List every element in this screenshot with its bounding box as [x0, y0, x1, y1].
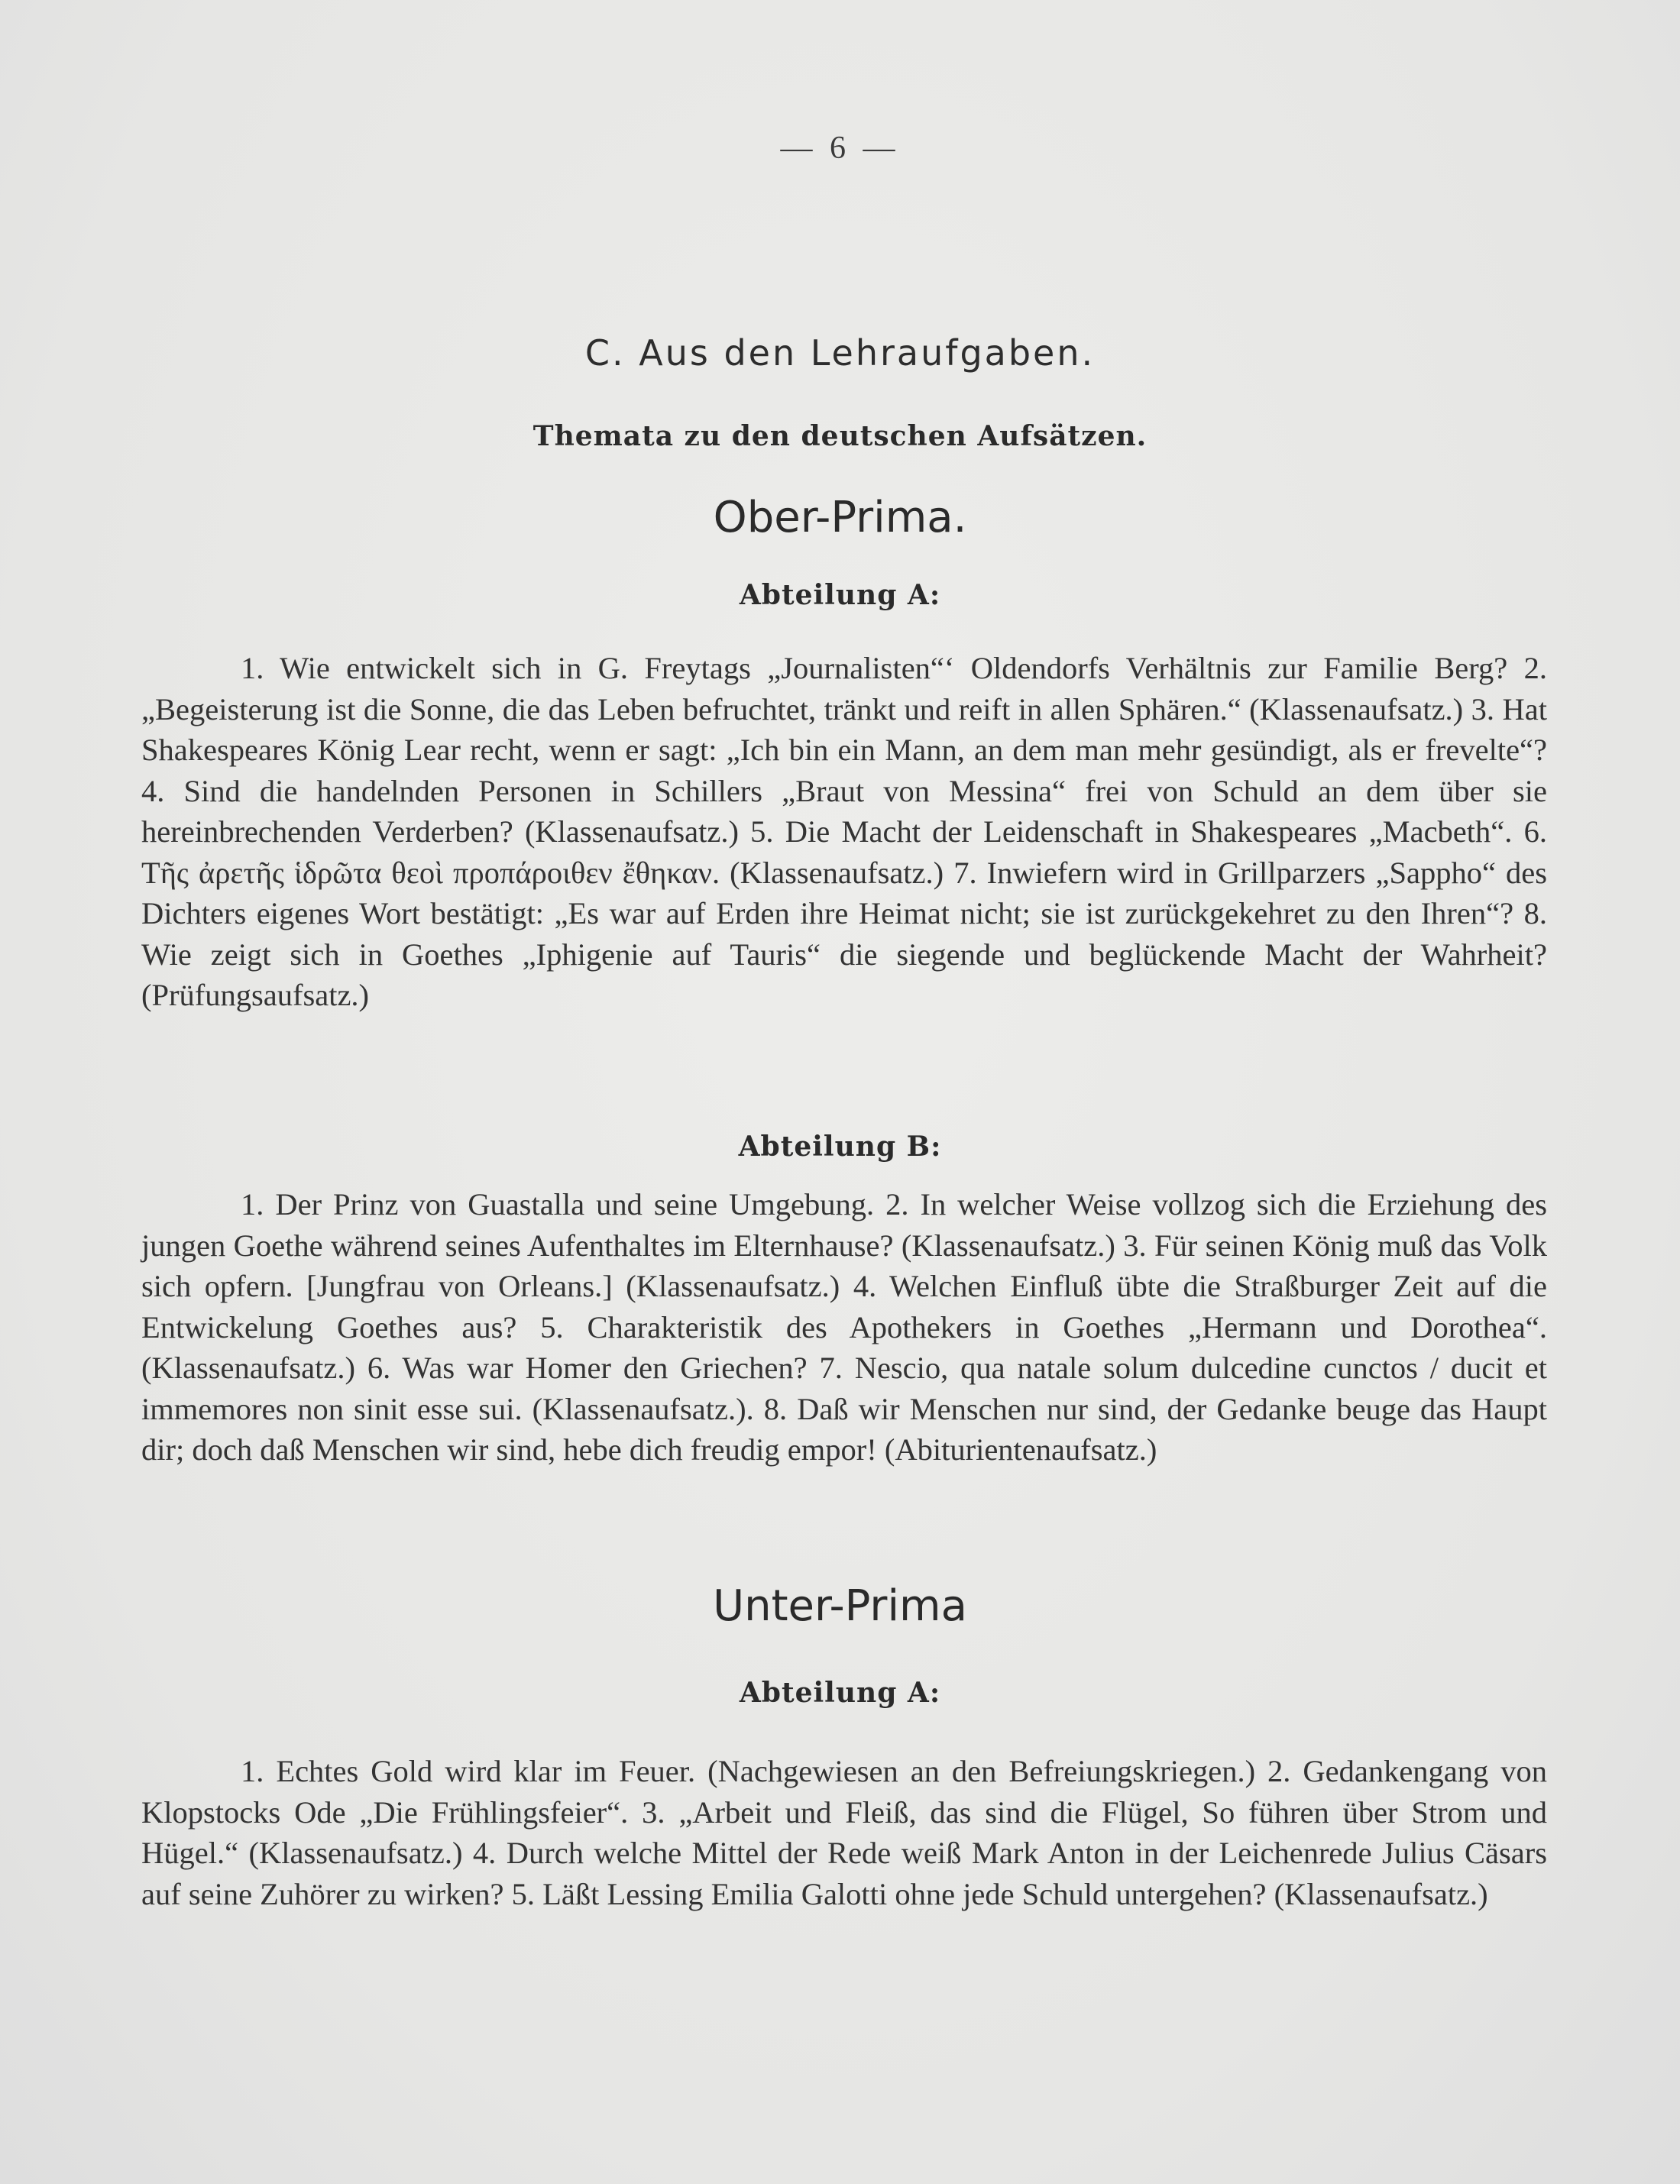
- ober-prima-abteilung-b-text: 1. Der Prinz von Guastalla und seine Umgebung. 2. In welcher Weise vollzog sich die Erziehung des jungen Goethe während seines Aufenthaltes im Elternhause? (Klassenaufsatz.) 3. Für seinen König muß das Volk sich opfern. [Jungfrau von Orleans.] (Klassenaufsatz.) 4. Welchen Einfluß übte die Straßburger Zeit auf die Entwickelung Goethes aus? 5. Charakteristik des Apothekers in Goethes „Hermann und Dorothea“. (Klassenaufsatz.) 6. Was war Homer den Griechen? 7. Nescio, qua natale solum dulcedine cunctos / ducit et immemores non sinit esse sui. (Klassenaufsatz.). 8. Daß wir Menschen nur sind, der Gedanke beuge das Haupt dir; doch daß Menschen wir sind, hebe dich freudig empor! (Abiturientenaufsatz.): [141, 1187, 1547, 1467]
- unter-prima-abteilung-a-text: 1. Echtes Gold wird klar im Feuer. (Nachgewiesen an den Befreiungskriegen.) 2. Gedankengang von Klopstocks Ode „Die Frühlingsfeier“. 3. „Arbeit und Fleiß, das sind die Flügel, So führen über Strom und Hügel.“ (Klassenaufsatz.) 4. Durch welche Mittel der Rede weiß Mark Anton in der Leichenrede Julius Cäsars auf seine Zuhörer zu wirken? 5. Läßt Lessing Emilia Galotti ohne jede Schuld untergehen? (Klassenaufsatz.): [141, 1754, 1547, 1911]
- subtitle: Themata zu den deutschen Aufsätzen.: [532, 420, 1148, 452]
- unter-prima-abteilung-a-heading: Abteilung A:: [739, 1677, 941, 1709]
- ober-prima-abteilung-b-heading: Abteilung B:: [738, 1131, 942, 1163]
- ober-prima-heading: Ober-Prima.: [713, 493, 967, 542]
- ober-prima-abteilung-a-text: 1. Wie entwickelt sich in G. Freytags „Journalisten“‘ Oldendorfs Verhältnis zur Familie Berg? 2. „Begeisterung ist die Sonne, die das Leben befruchtet, tränkt und reift in allen Sphären.“ (Klassenaufsatz.) 3. Hat Shakespeares König Lear recht, wenn er sagt: „Ich bin ein Mann, an dem man mehr gesündigt, als er frevelte“? 4. Sind die handelnden Personen in Schillers „Braut von Messina“ frei von Schuld an dem über sie hereinbrechenden Verderben? (Klassenaufsatz.) 5. Die Macht der Leidenschaft in Shakespeares „Macbeth“. 6. Τῆς ἀρετῆς ἱδρῶτα θεοὶ προπάροιθεν ἔθηκαν. (Klassenaufsatz.) 7. Inwiefern wird in Grillparzers „Sappho“ des Dichters eigenes Wort bestätigt: „Es war auf Erden ihre Heimat nicht; sie ist zurückgekehret zu den Ihren“? 8. Wie zeigt sich in Goethes „Iphigenie auf Tauris“ die siegende und beglückende Macht der Wahrheit? (Prüfungsaufsatz.): [141, 651, 1547, 1012]
- section-title: C. Aus den Lehraufgaben.: [584, 332, 1096, 374]
- ober-prima-abteilung-a-heading: Abteilung A:: [739, 579, 941, 611]
- page-number: — 6 —: [780, 131, 900, 166]
- unter-prima-heading: Unter-Prima: [713, 1581, 967, 1631]
